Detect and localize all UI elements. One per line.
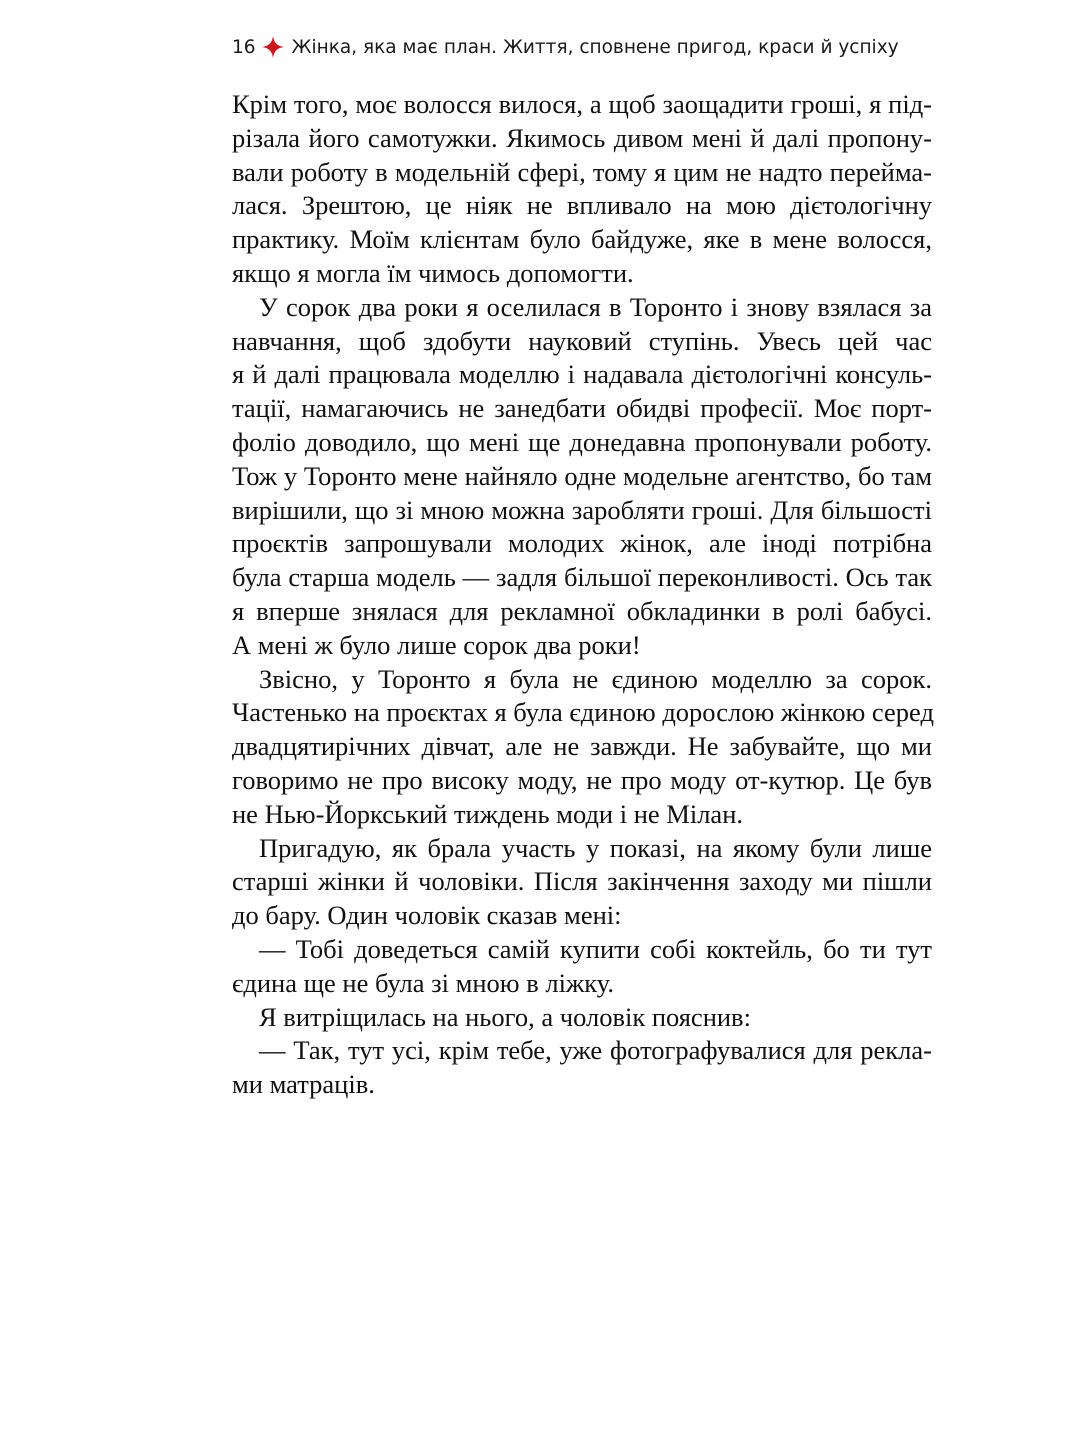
text-line: тації, намагаючись не занедбати обидві професії. Моє порт-: [232, 393, 932, 424]
text-line: Звісно, у Торонто я була не єдиною моделлю за сорок.: [259, 663, 932, 694]
text-line: проєктів запрошували молодих жінок, але іноді потрібна: [232, 528, 932, 559]
text-line: — Тобі доведеться самій купити собі коктейль, бо ти тут: [259, 933, 932, 964]
text-line: лася. Зрештою, це ніяк не впливало на мою дієтологічну: [232, 190, 932, 221]
page-number: 16: [232, 36, 256, 58]
text-line: вали роботу в модельній сфері, тому я цим не надто перейма-: [232, 156, 932, 187]
text-line: Я витріщилась на нього, а чоловік пояснив:: [259, 1001, 751, 1032]
text-line: Пригадую, як брала участь у показі, на якому були лише: [259, 832, 932, 863]
text-line: Крім того, моє волосся вилося, а щоб заощадити гроші, я під-: [232, 89, 932, 119]
text-line: практику. Моїм клієнтам було байдуже, яке в мене волосся,: [232, 224, 932, 255]
text-line: різала його самотужки. Якимось дивом мені й далі пропону-: [232, 122, 932, 153]
running-header: [232, 32, 899, 62]
text-line: — Так, тут усі, крім тебе, уже фотографувалися для рекла-: [259, 1035, 932, 1066]
text-line: я вперше знялася для рекламної обкладинки в ролі бабусі.: [232, 595, 932, 626]
text-line: навчання, щоб здобути науковий ступінь. Увесь цей час: [232, 325, 932, 356]
text-line: якщо я могла їм чимось допомогти.: [232, 257, 634, 288]
text-line: я й далі працювала моделлю і надавала дієтологічні консуль-: [232, 359, 932, 390]
text-line: говоримо не про високу моду, не про моду от-кутюр. Це був: [232, 764, 932, 795]
text-line: єдина ще не була зі мною в ліжку.: [232, 967, 614, 998]
text-line: вирішили, що зі мною можна заробляти гроші. Для більшості: [232, 494, 932, 525]
text-line: була старша модель — задля більшої переконливості. Ось так: [232, 562, 932, 593]
text-line: старші жінки й чоловіки. Після закінчення заходу ми пішли: [232, 866, 932, 897]
text-line: ми матраців.: [232, 1069, 375, 1100]
text-line: фоліо доводило, що мені ще донедавна пропонували роботу.: [232, 426, 932, 457]
text-line: У сорок два роки я оселилася в Торонто і знову взялася за: [259, 291, 932, 322]
running-header-title: Жінка, яка має план. Життя, сповнене пригод, краси й успіху: [291, 36, 899, 58]
text-line: не Нью-Йоркський тиждень моди і не Мілан.: [232, 798, 744, 829]
text-line: Частенько на проєктах я була єдиною дорослою жінкою серед: [232, 697, 934, 728]
text-line: до бару. Один чоловік сказав мені:: [232, 900, 622, 931]
red-star-icon: [262, 36, 284, 58]
text-line: А мені ж було лише сорок два роки!: [232, 629, 641, 660]
text-line: Тож у Торонто мене найняло одне модельне агентство, бо там: [232, 460, 932, 491]
body-text: [232, 88, 932, 1102]
text-line: двадцятирічних дівчат, але не завжди. Не забувайте, що ми: [232, 731, 932, 762]
